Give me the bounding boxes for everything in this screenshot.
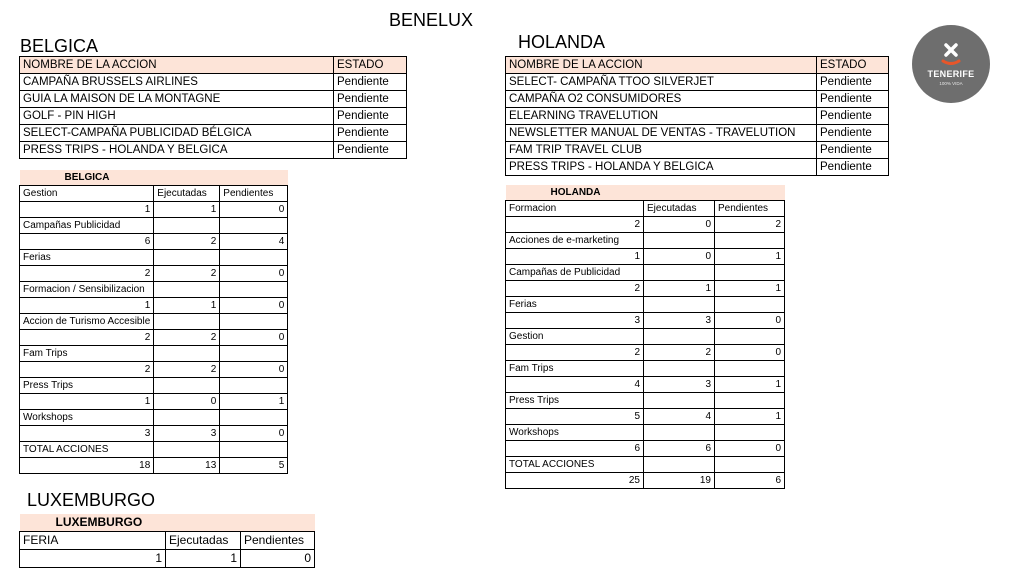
- value-cell: 0: [644, 249, 715, 265]
- column-header: Pendientes: [715, 201, 785, 217]
- value-cell: 1: [715, 249, 785, 265]
- value-cell: 1: [20, 298, 154, 314]
- status-cell: Pendiente: [334, 108, 407, 125]
- value-cell: 1: [715, 281, 785, 297]
- empty-cell: [220, 442, 288, 458]
- table-row: [506, 159, 889, 176]
- tenerife-logo: [912, 25, 990, 103]
- action-name-cell: CAMPAÑA BRUSSELS AIRLINES: [20, 74, 334, 91]
- table-row: [506, 329, 785, 345]
- action-name-cell: ELEARNING TRAVELUTION: [506, 108, 817, 125]
- table-row: [506, 125, 889, 142]
- table-row: [506, 409, 785, 425]
- value-cell: 5: [506, 409, 644, 425]
- action-name-cell: GOLF - PIN HIGH: [20, 108, 334, 125]
- holanda-title: HOLANDA: [518, 32, 606, 52]
- value-cell: 1: [166, 550, 241, 568]
- table-row: [20, 298, 288, 314]
- holanda-stats-caption-row: [506, 185, 785, 201]
- value-cell: 2: [715, 217, 785, 233]
- value-cell: 18: [20, 458, 154, 474]
- table-row: [20, 378, 288, 394]
- table-row: [506, 313, 785, 329]
- value-cell: 6: [20, 234, 154, 250]
- table-row: [20, 314, 288, 330]
- table-row: [506, 233, 785, 249]
- value-cell: 1: [20, 394, 154, 410]
- table-row: [20, 394, 288, 410]
- table-row: [506, 217, 785, 233]
- table-row: [506, 281, 785, 297]
- empty-cell: [220, 410, 288, 426]
- holanda-stats-header-row: [506, 201, 785, 217]
- value-cell: 0: [715, 441, 785, 457]
- empty-cell: [644, 233, 715, 249]
- status-cell: Pendiente: [334, 125, 407, 142]
- status-cell: Pendiente: [334, 91, 407, 108]
- value-cell: 2: [506, 345, 644, 361]
- empty-cell: [154, 346, 220, 362]
- value-cell: 0: [220, 362, 288, 378]
- column-header: FERIA: [20, 532, 166, 550]
- luxemburgo-stats-caption-row: [20, 514, 315, 532]
- column-header: NOMBRE DE LA ACCION: [20, 57, 334, 74]
- category-label-cell: Workshops: [506, 425, 644, 441]
- table-row: [506, 393, 785, 409]
- table-row: [506, 142, 889, 159]
- table-row: [20, 91, 407, 108]
- table-row: [506, 457, 785, 473]
- column-header: ESTADO: [334, 57, 407, 74]
- empty-cell: [220, 314, 288, 330]
- value-cell: 0: [154, 394, 220, 410]
- table-row: [506, 249, 785, 265]
- empty-cell: [715, 297, 785, 313]
- action-name-cell: SELECT-CAMPAÑA PUBLICIDAD BÉLGICA: [20, 125, 334, 142]
- column-header: Formacion: [506, 201, 644, 217]
- value-cell: 19: [644, 473, 715, 489]
- status-cell: Pendiente: [817, 159, 889, 176]
- value-cell: 2: [20, 266, 154, 282]
- value-cell: 1: [506, 249, 644, 265]
- value-cell: 1: [715, 409, 785, 425]
- value-cell: 6: [506, 441, 644, 457]
- category-label-cell: Acciones de e-marketing: [506, 233, 644, 249]
- column-header: Ejecutadas: [166, 532, 241, 550]
- category-label-cell: Ferias: [506, 297, 644, 313]
- column-header: Ejecutadas: [154, 186, 220, 202]
- value-cell: 3: [644, 313, 715, 329]
- table-row: [506, 473, 785, 489]
- value-cell: 2: [154, 330, 220, 346]
- table-row: [506, 108, 889, 125]
- action-name-cell: NEWSLETTER MANUAL DE VENTAS - TRAVELUTION: [506, 125, 817, 142]
- holanda-stats-table: [505, 185, 785, 489]
- empty-cell: [715, 233, 785, 249]
- table-row: [20, 330, 288, 346]
- table-row: [20, 142, 407, 159]
- empty-cell: [220, 346, 288, 362]
- action-name-cell: PRESS TRIPS - HOLANDA Y BELGICA: [506, 159, 817, 176]
- column-header: ESTADO: [817, 57, 889, 74]
- belgica-stats-caption-row: [20, 170, 288, 186]
- status-cell: Pendiente: [334, 74, 407, 91]
- category-label-cell: Press Trips: [506, 393, 644, 409]
- table-row: [506, 377, 785, 393]
- action-name-cell: SELECT- CAMPAÑA TTOO SILVERJET: [506, 74, 817, 91]
- close-icon: [912, 25, 990, 103]
- logo-tagline: 100% VIDA: [939, 81, 963, 86]
- value-cell: 1: [644, 281, 715, 297]
- empty-cell: [644, 297, 715, 313]
- table-row: [20, 234, 288, 250]
- table-row: [506, 91, 889, 108]
- table-row: [20, 346, 288, 362]
- table-row: [20, 550, 315, 568]
- category-label-cell: Press Trips: [20, 378, 154, 394]
- value-cell: 0: [220, 298, 288, 314]
- value-cell: 2: [506, 281, 644, 297]
- category-label-cell: Fam Trips: [506, 361, 644, 377]
- empty-cell: [154, 442, 220, 458]
- category-label-cell: TOTAL ACCIONES: [506, 457, 644, 473]
- status-cell: Pendiente: [334, 142, 407, 159]
- action-name-cell: PRESS TRIPS - HOLANDA Y BELGICA: [20, 142, 334, 159]
- empty-cell: [220, 218, 288, 234]
- table-caption: LUXEMBURGO: [20, 514, 315, 532]
- action-name-cell: CAMPAÑA O2 CONSUMIDORES: [506, 91, 817, 108]
- status-cell: Pendiente: [817, 108, 889, 125]
- table-caption: HOLANDA: [506, 185, 785, 201]
- belgica-actions-table: [19, 56, 407, 159]
- empty-cell: [154, 410, 220, 426]
- category-label-cell: Fam Trips: [20, 346, 154, 362]
- value-cell: 0: [220, 266, 288, 282]
- table-row: [506, 265, 785, 281]
- table-row: [20, 250, 288, 266]
- value-cell: 0: [715, 345, 785, 361]
- table-row: [20, 74, 407, 91]
- status-cell: Pendiente: [817, 74, 889, 91]
- luxemburgo-stats-header-row: [20, 532, 315, 550]
- table-row: [20, 442, 288, 458]
- status-cell: Pendiente: [817, 91, 889, 108]
- value-cell: 1: [154, 298, 220, 314]
- table-caption: BELGICA: [20, 170, 288, 186]
- category-label-cell: Workshops: [20, 410, 154, 426]
- empty-cell: [644, 457, 715, 473]
- value-cell: 1: [220, 394, 288, 410]
- category-label-cell: TOTAL ACCIONES: [20, 442, 154, 458]
- column-header: NOMBRE DE LA ACCION: [506, 57, 817, 74]
- value-cell: 0: [715, 313, 785, 329]
- empty-cell: [715, 329, 785, 345]
- empty-cell: [715, 457, 785, 473]
- value-cell: 2: [20, 330, 154, 346]
- action-name-cell: FAM TRIP TRAVEL CLUB: [506, 142, 817, 159]
- table-row: [20, 458, 288, 474]
- table-row: [20, 202, 288, 218]
- value-cell: 0: [220, 202, 288, 218]
- value-cell: 0: [241, 550, 315, 568]
- category-label-cell: Gestion: [506, 329, 644, 345]
- table-row: [506, 361, 785, 377]
- status-cell: Pendiente: [817, 125, 889, 142]
- value-cell: 3: [506, 313, 644, 329]
- value-cell: 25: [506, 473, 644, 489]
- belgica-stats-table: [19, 170, 288, 474]
- table-row: [20, 426, 288, 442]
- value-cell: 2: [506, 217, 644, 233]
- table-row: [20, 362, 288, 378]
- empty-cell: [715, 393, 785, 409]
- logo-name: TENERIFE: [927, 69, 975, 79]
- value-cell: 4: [506, 377, 644, 393]
- table-row: [506, 425, 785, 441]
- value-cell: 2: [154, 362, 220, 378]
- column-header: Pendientes: [241, 532, 315, 550]
- empty-cell: [154, 282, 220, 298]
- value-cell: 3: [20, 426, 154, 442]
- empty-cell: [715, 361, 785, 377]
- empty-cell: [220, 250, 288, 266]
- value-cell: 13: [154, 458, 220, 474]
- value-cell: 1: [154, 202, 220, 218]
- value-cell: 4: [220, 234, 288, 250]
- value-cell: 1: [715, 377, 785, 393]
- empty-cell: [715, 265, 785, 281]
- belgica-title: BELGICA: [20, 36, 99, 56]
- column-header: Gestion: [20, 186, 154, 202]
- table-row: [20, 125, 407, 142]
- page-title: BENELUX: [389, 10, 474, 30]
- table-row: [506, 345, 785, 361]
- empty-cell: [644, 265, 715, 281]
- empty-cell: [644, 329, 715, 345]
- category-label-cell: Campañas Publicidad: [20, 218, 154, 234]
- value-cell: 0: [644, 217, 715, 233]
- value-cell: 6: [715, 473, 785, 489]
- category-label-cell: Formacion / Sensibilizacion: [20, 282, 154, 298]
- value-cell: 3: [154, 426, 220, 442]
- empty-cell: [154, 378, 220, 394]
- category-label-cell: Campañas de Publicidad: [506, 265, 644, 281]
- table-row: [506, 297, 785, 313]
- holanda-actions-table: [505, 56, 889, 176]
- value-cell: 5: [220, 458, 288, 474]
- empty-cell: [154, 218, 220, 234]
- value-cell: 1: [20, 202, 154, 218]
- value-cell: 3: [644, 377, 715, 393]
- empty-cell: [154, 250, 220, 266]
- table-row: [20, 218, 288, 234]
- empty-cell: [220, 378, 288, 394]
- value-cell: 4: [644, 409, 715, 425]
- luxemburgo-title: LUXEMBURGO: [27, 490, 156, 510]
- value-cell: 1: [20, 550, 166, 568]
- value-cell: 6: [644, 441, 715, 457]
- value-cell: 2: [20, 362, 154, 378]
- value-cell: 2: [154, 234, 220, 250]
- table-row: [20, 266, 288, 282]
- empty-cell: [154, 314, 220, 330]
- table-row: [20, 282, 288, 298]
- value-cell: 2: [154, 266, 220, 282]
- empty-cell: [644, 393, 715, 409]
- table-row: [506, 74, 889, 91]
- column-header: Ejecutadas: [644, 201, 715, 217]
- category-label-cell: Accion de Turismo Accesible: [20, 314, 154, 330]
- action-name-cell: GUIA LA MAISON DE LA MONTAGNE: [20, 91, 334, 108]
- value-cell: 2: [644, 345, 715, 361]
- empty-cell: [644, 425, 715, 441]
- column-header: Pendientes: [220, 186, 288, 202]
- table-row: [506, 441, 785, 457]
- belgica-actions-header-row: [20, 57, 407, 74]
- value-cell: 0: [220, 426, 288, 442]
- empty-cell: [644, 361, 715, 377]
- table-row: [20, 108, 407, 125]
- empty-cell: [715, 425, 785, 441]
- belgica-stats-header-row: [20, 186, 288, 202]
- category-label-cell: Ferias: [20, 250, 154, 266]
- holanda-actions-header-row: [506, 57, 889, 74]
- status-cell: Pendiente: [817, 142, 889, 159]
- table-row: [20, 410, 288, 426]
- value-cell: 0: [220, 330, 288, 346]
- luxemburgo-stats-table: [19, 514, 315, 568]
- empty-cell: [220, 282, 288, 298]
